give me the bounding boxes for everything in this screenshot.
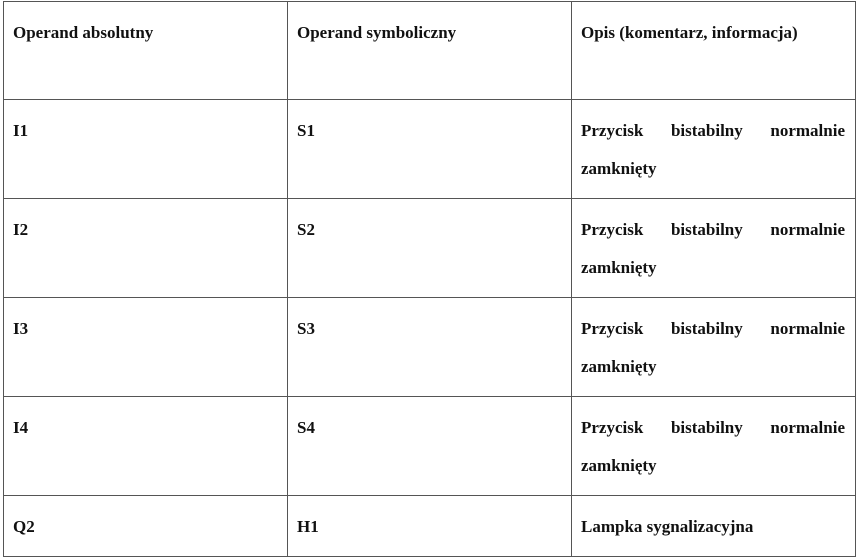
cell-absolute-operand: I4	[4, 397, 288, 496]
table-row	[4, 298, 856, 397]
cell-absolute-operand: I2	[4, 199, 288, 298]
table-row	[4, 496, 856, 557]
cell-description: Lampka sygnalizacyjna	[572, 496, 856, 557]
cell-description: Przycisk bistabilny normalnie zamknięty	[572, 397, 856, 496]
cell-symbolic-operand: H1	[288, 496, 572, 557]
operand-table	[3, 1, 856, 557]
cell-description: Przycisk bistabilny normalnie zamknięty	[572, 100, 856, 199]
table-header-row	[4, 2, 856, 100]
cell-description: Przycisk bistabilny normalnie zamknięty	[572, 199, 856, 298]
cell-symbolic-operand: S2	[288, 199, 572, 298]
cell-absolute-operand: I3	[4, 298, 288, 397]
cell-absolute-operand: I1	[4, 100, 288, 199]
cell-symbolic-operand: S4	[288, 397, 572, 496]
header-symbolic-operand: Operand symboliczny	[288, 2, 572, 100]
cell-description: Przycisk bistabilny normalnie zamknięty	[572, 298, 856, 397]
header-absolute-operand: Operand absolutny	[4, 2, 288, 100]
header-description: Opis (komentarz, informacja)	[572, 2, 856, 100]
cell-symbolic-operand: S1	[288, 100, 572, 199]
cell-absolute-operand: Q2	[4, 496, 288, 557]
table-row	[4, 397, 856, 496]
table-row	[4, 100, 856, 199]
cell-symbolic-operand: S3	[288, 298, 572, 397]
table-row	[4, 199, 856, 298]
